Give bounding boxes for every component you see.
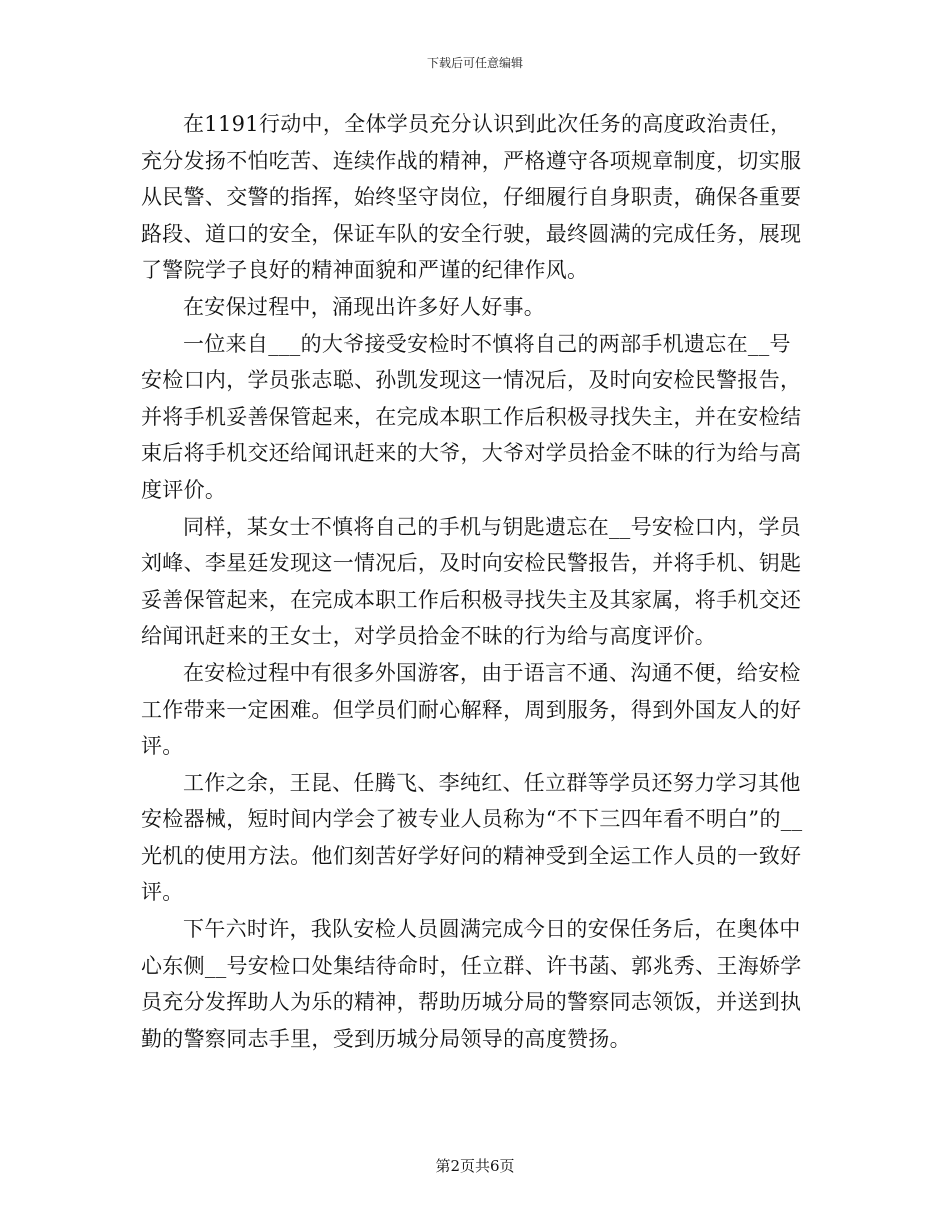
paragraph-1: 在1191行动中，全体学员充分认识到此次任务的高度政治责任，充分发扬不怕吃苦、连续作战的精神，严格遵守各项规章制度，切实服从民警、交警的指挥，始终坚守岗位，仔细履行自身职责，确保各重要路段、道口的安全，保证车队的安全行驶，最终圆满的完成任务，展现了警院学子良好的精神面貌和严谨的纪律作风。 [141,112,802,283]
paragraph-2: 在安保过程中，涌现出许多好人好事。 [183,294,546,319]
paragraph-7: 下午六时许，我队安检人员圆满完成今日的安保任务后，在奥体中心东侧__号安检口处集结待命时，任立群、许书菡、郭兆秀、王海娇学员充分发挥助人为乐的精神，帮助历城分局的警察同志领饭，并送到执勤的警察同志手里，受到历城分局领导的高度赞扬。 [141,917,802,1051]
page-number: 第2页共6页 [435,1157,515,1175]
paragraph-6: 工作之余，王昆、任腾飞、李纯红、任立群等学员还努力学习其他安检器械，短时间内学会了被专业人员称为“不下三四年看不明白”的__光机的使用方法。他们刻苦好学好问的精神受到全运工作人员的一致好评。 [141,770,803,905]
paragraph-5: 在安检过程中有很多外国游客，由于语言不通、沟通不便，给安检工作带来一定困难。但学员们耐心解释，周到服务，得到外国友人的好评。 [141,660,802,759]
paragraph-4: 同样，某女士不慎将自己的手机与钥匙遗忘在__号安检口内，学员刘峰、李星廷发现这一情况后，及时向安检民警报告，并将手机、钥匙妥善保管起来，在完成本职工作后积极寻找失主及其家属，将手机交还给闻讯赶来的王女士，对学员拾金不昧的行为给与高度评价。 [141,514,802,649]
paragraph-3: 一位来自___的大爷接受安检时不慎将自己的两部手机遗忘在__号安检口内，学员张志聪、孙凯发现这一情况后，及时向安检民警报告，并将手机妥善保管起来，在完成本职工作后积极寻找失主，并在安检结束后将手机交还给闻讯赶来的大爷，大爷对学员拾金不昧的行为给与高度评价。 [141,331,802,502]
document-body [141,106,803,1057]
page-header: 下载后可任意编辑 [426,56,523,70]
